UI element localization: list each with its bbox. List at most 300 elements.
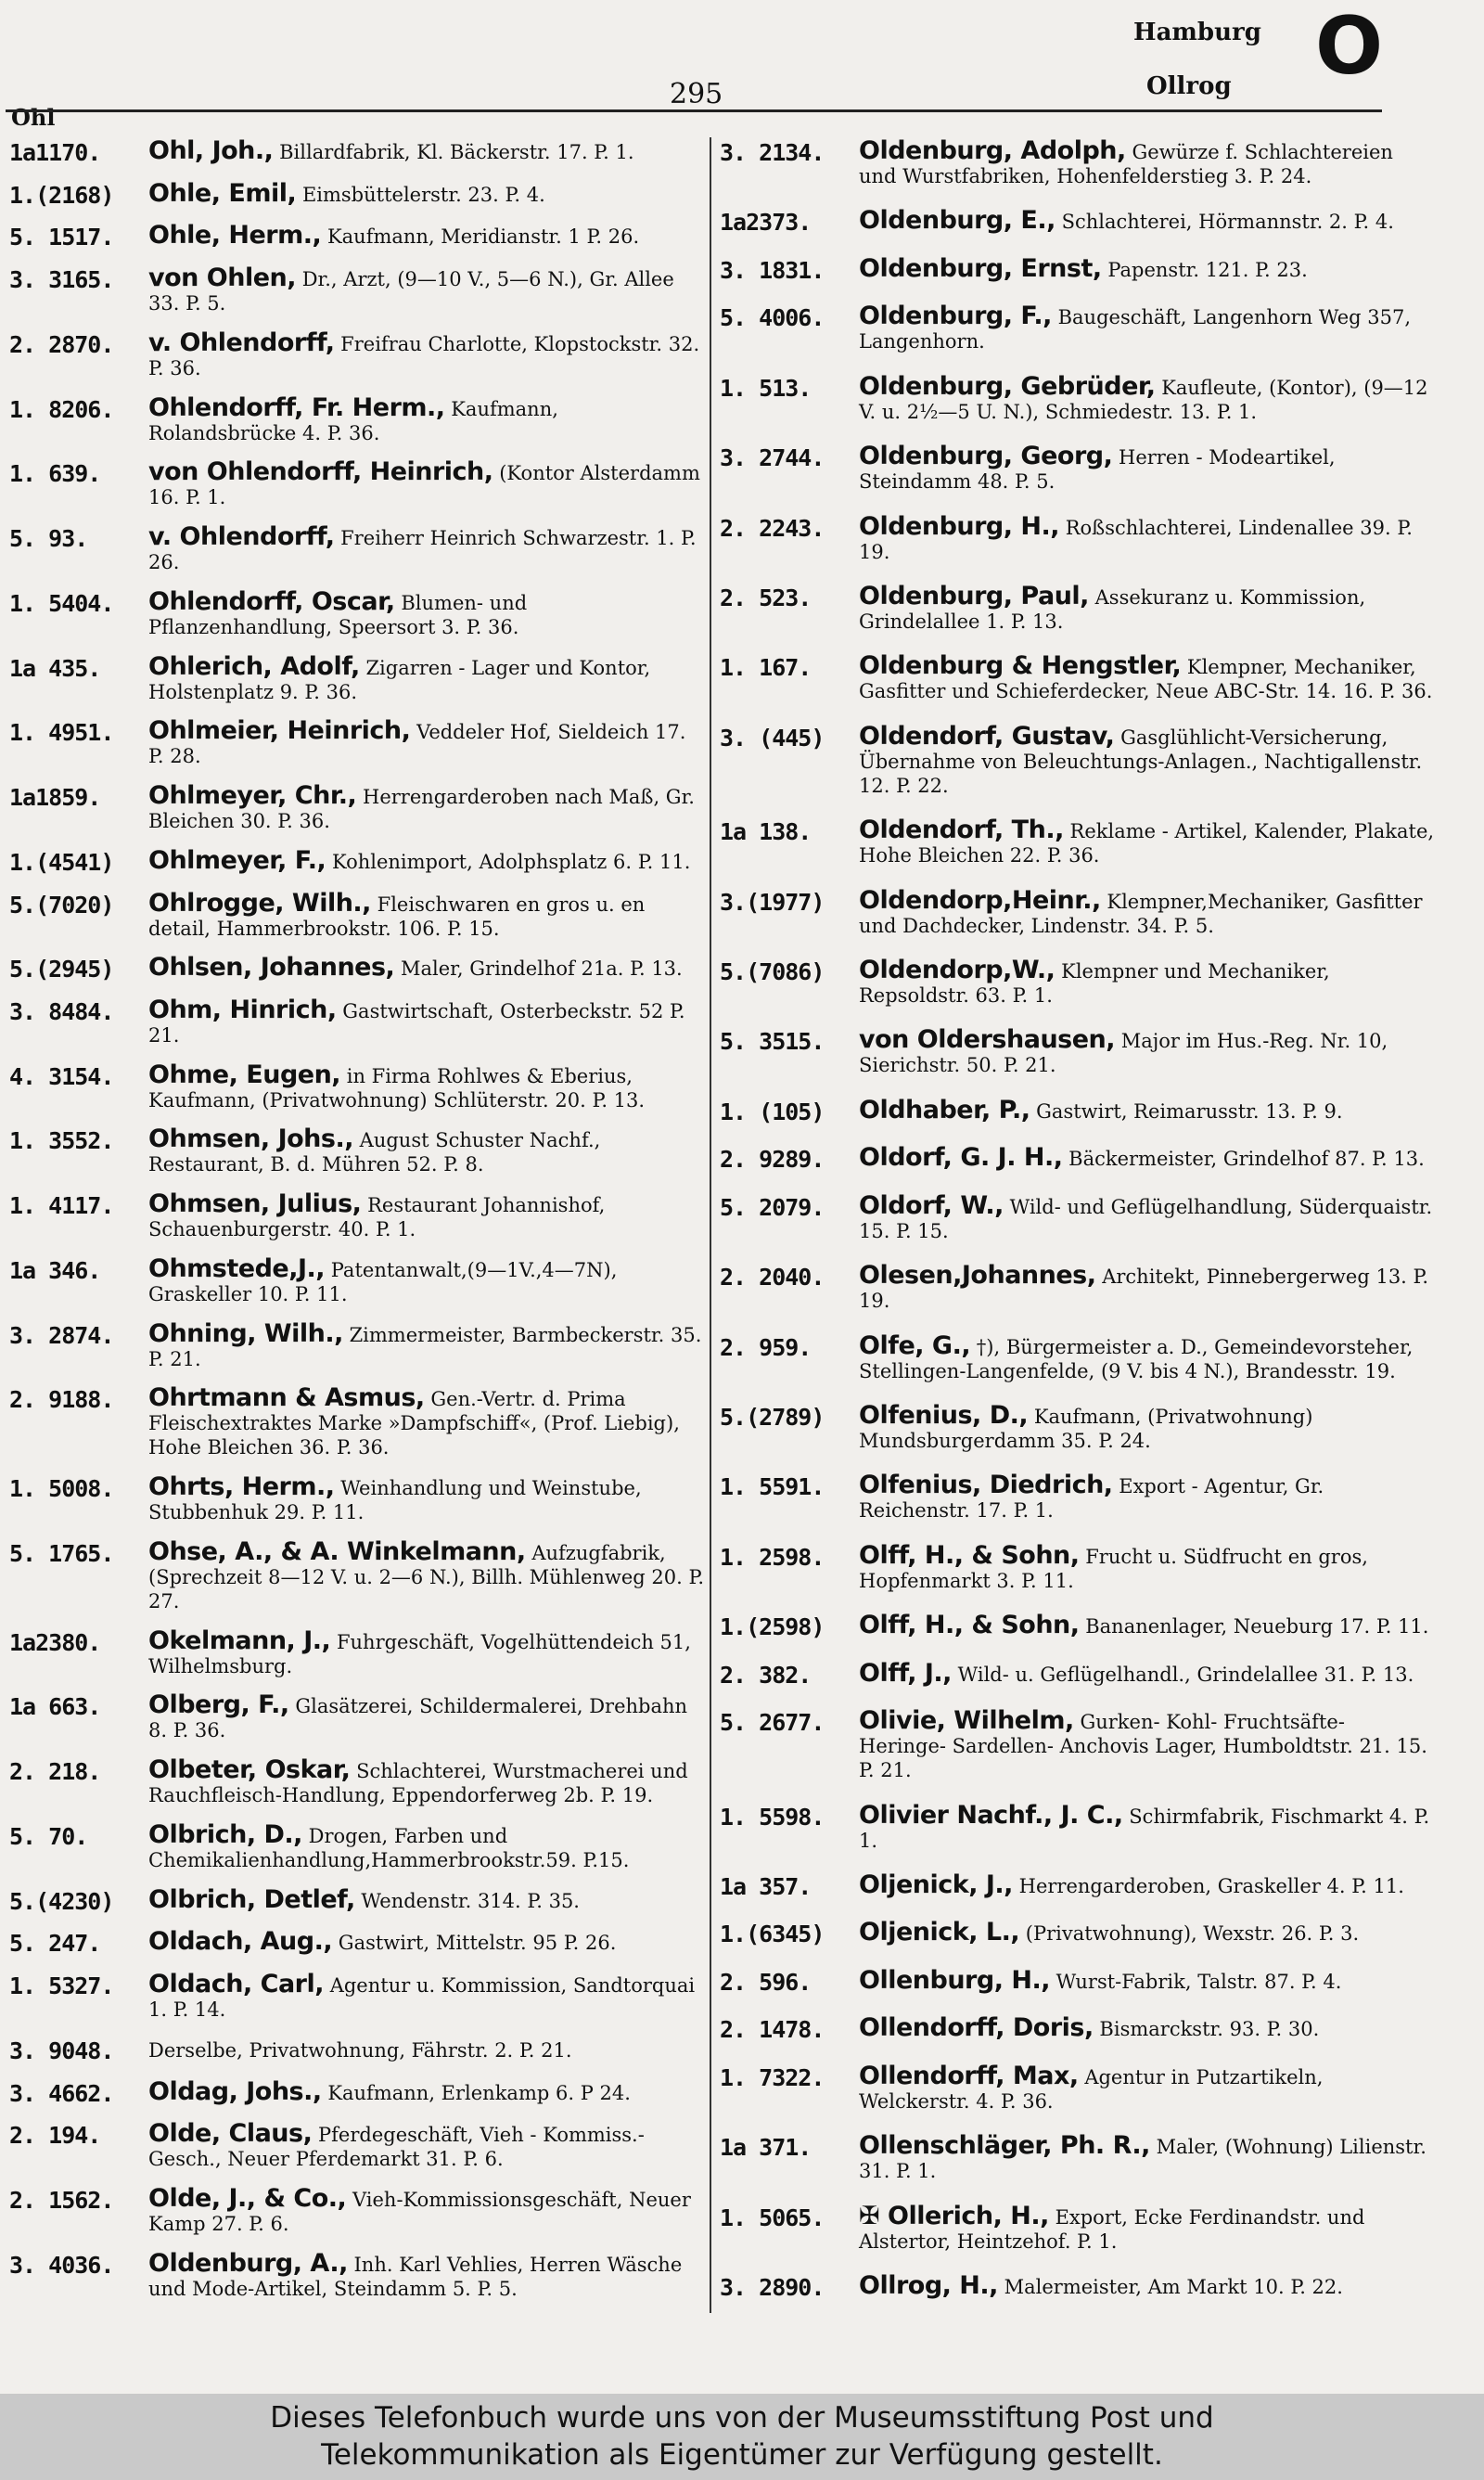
entry-details: Drogen, Farben und Chemikalienhandlung,Hammerbrookstr.59. P.15. (148, 1824, 630, 1871)
directory-entry (720, 651, 1436, 703)
entry-body (859, 721, 1436, 798)
subscriber-name: v. Ohlendorff, (148, 328, 335, 357)
entry-details: Reklame - Artikel, Kalender, Plakate, Hohe Bleichen 22. P. 36. (859, 820, 1435, 867)
directory-entry (720, 1025, 1436, 1077)
running-head-range: Ollrog (1146, 72, 1232, 100)
subscriber-name: Ohm, Hinrich, (148, 996, 337, 1025)
phone-number: 5. 247. (9, 1930, 101, 1958)
subscriber-name: Olfe, G., (859, 1330, 971, 1360)
directory-entry (720, 2061, 1436, 2114)
directory-entry (720, 1965, 1436, 1996)
phone-number: 1. (105) (720, 1098, 825, 1125)
entry-details: Zigarren - Lager und Kontor, Holstenplatz 9. P. 36. (148, 656, 651, 703)
directory-entry (9, 1472, 705, 1524)
entry-details: Schlachterei, Hörmannstr. 2. P. 4. (1061, 211, 1394, 234)
subscriber-name: Oldenburg, Georg, (859, 442, 1113, 471)
subscriber-name: Oldendorp,Heinr., (859, 885, 1101, 915)
subscriber-name: Oldenburg, H., (859, 511, 1060, 541)
entry-body (148, 1755, 705, 1807)
directory-entry (720, 1330, 1436, 1383)
directory-entry (9, 716, 705, 768)
entry-details: Inh. Karl Vehlies, Herren Wäsche und Mode-Artikel, Steindamm 5. P. 5. (148, 2253, 683, 2300)
entry-body (148, 1927, 705, 1957)
subscriber-name: Ohning, Wilh., (148, 1318, 343, 1348)
entry-details: Architekt, Pinnebergerweg 13. P. 19. (859, 1266, 1429, 1313)
entry-body (859, 651, 1436, 703)
phone-number: 5.(7020) (9, 891, 114, 919)
directory-entry (9, 888, 705, 941)
phone-number: 1. 5008. (9, 1475, 114, 1503)
phone-number: 2. 382. (720, 1661, 812, 1689)
entry-details: Schirmfabrik, Fischmarkt 4. P. 1. (859, 1805, 1430, 1852)
phone-number: 4. 3154. (9, 1062, 114, 1090)
phone-number: 2. 1562. (9, 2186, 114, 2214)
directory-entry (720, 2131, 1436, 2183)
subscriber-name: Oldenburg, E., (859, 206, 1055, 236)
directory-entry (9, 1318, 705, 1371)
subscriber-name: Oldenburg, Gebrüder, (859, 371, 1156, 401)
entry-body (859, 1918, 1436, 1947)
phone-number: 3. 9048. (9, 2037, 114, 2064)
phone-number: 3. 2890. (720, 2273, 825, 2301)
entry-details: August Schuster Nachf., Restaurant, B. d. Mühren 52. P. 8. (148, 1129, 601, 1176)
entry-body (859, 1800, 1436, 1853)
directory-entry (9, 1755, 705, 1807)
subscriber-name: Oldenburg, Ernst, (859, 253, 1102, 283)
subscriber-name: Oldach, Aug., (148, 1927, 333, 1957)
entry-details: Gurken- Kohl- Fruchtsäfte- Heringe- Sardellen- Anchovis Lager, Humboldtstr. 21. 15. P. 21. (859, 1711, 1427, 1782)
entry-details: Export, Ecke Ferdinandstr. und Alstertor, Heintzehof. P. 1. (859, 2205, 1365, 2253)
footer-line-1: Dieses Telefonbuch wurde uns von der Museumsstiftung Post und (270, 2401, 1214, 2435)
phone-number: 1. 3552. (9, 1127, 114, 1155)
phone-number: 1a 371. (720, 2134, 812, 2162)
directory-entry (720, 2270, 1436, 2301)
subscriber-name: Oldenburg, Paul, (859, 581, 1089, 610)
phone-number: 1. 5598. (720, 1803, 825, 1831)
subscriber-name: Olde, Claus, (148, 2119, 313, 2149)
directory-entry (720, 581, 1436, 634)
phone-number: 2. 218. (9, 1758, 101, 1786)
phone-number: 1a1859. (9, 784, 101, 812)
directory-entry (720, 1261, 1436, 1313)
directory-entry (720, 1190, 1436, 1243)
subscriber-name: Ohlendorff, Oscar, (148, 586, 395, 616)
subscriber-name: Ohl, Joh., (148, 136, 274, 165)
entry-details: Gasglühlicht-Versicherung, Übernahme von Beleuchtungs-Anlagen., Nachtigallenstr. 12. P. 22. (859, 726, 1423, 797)
subscriber-name: Ohle, Herm., (148, 221, 322, 251)
subscriber-name: Oldach, Carl, (148, 1970, 324, 1999)
entry-details: Bäckermeister, Grindelhof 87. P. 13. (1068, 1148, 1425, 1171)
entry-details: Kaufmann, Meridianstr. 1 P. 26. (326, 225, 640, 249)
subscriber-name: Olfenius, Diedrich, (859, 1471, 1113, 1500)
entry-details: Gastwirt, Reimarusstr. 13. P. 9. (1036, 1099, 1343, 1123)
entry-details: Roßschlachterei, Lindenallee 39. P. 19. (859, 516, 1413, 563)
directory-entry (9, 457, 705, 509)
subscriber-name: Oldenburg, Adolph, (859, 136, 1126, 165)
phone-number: 2. 2040. (720, 1264, 825, 1291)
phone-number: 5.(7086) (720, 958, 825, 986)
phone-number: 3. 4036. (9, 2251, 114, 2279)
entry-body (859, 2061, 1436, 2114)
directory-entry (720, 253, 1436, 284)
subscriber-name: von Oldershausen, (859, 1025, 1116, 1055)
phone-number: 5. 93. (9, 525, 88, 553)
phone-number: 5. 2677. (720, 1709, 825, 1737)
subscriber-name: von Ohlendorff, Heinrich, (148, 457, 493, 487)
directory-entry (9, 136, 705, 166)
entry-details: Fleischwaren en gros u. en detail, Hammerbrookstr. 106. P. 15. (148, 893, 646, 940)
directory-entry (9, 1819, 705, 1872)
phone-number: 2. 9188. (9, 1386, 114, 1414)
phone-number: 2. 194. (9, 2122, 101, 2150)
entry-body (148, 998, 705, 1047)
subscriber-name: Ohrts, Herm., (148, 1472, 335, 1502)
phone-number: 2. 2243. (720, 514, 825, 542)
subscriber-name: Oldendorf, Th., (859, 816, 1064, 845)
entry-body (148, 178, 705, 208)
subscriber-name: Ohrtmann & Asmus, (148, 1383, 425, 1413)
directory-entry (9, 328, 705, 380)
entry-body (859, 253, 1436, 283)
entry-details: Restaurant Johannishof, Schauenburgerstr. 40. P. 1. (148, 1194, 606, 1241)
entry-details: Wurst-Fabrik, Talstr. 87. P. 4. (1055, 1970, 1342, 1993)
subscriber-name: Oljenick, L., (859, 1918, 1020, 1947)
directory-entry (9, 1536, 705, 1613)
phone-number: 3. 1831. (720, 256, 825, 284)
entry-details: Wendenstr. 314. P. 35. (361, 1889, 580, 1912)
subscriber-name: Oldorf, W., (859, 1190, 1004, 1220)
directory-entry (720, 1658, 1436, 1689)
phone-number: 5. 4006. (720, 304, 825, 332)
entry-body (859, 136, 1436, 188)
entry-body (859, 1401, 1436, 1453)
directory-entry (9, 1189, 705, 1241)
directory-entry (720, 721, 1436, 798)
phone-number: 1a 663. (9, 1693, 101, 1721)
footer-notice (0, 2394, 1484, 2480)
entry-details: in Firma Rohlwes & Eberius, Kaufmann, (Privatwohnung) Schlüterstr. 20. P. 13. (148, 1064, 646, 1112)
entry-body (148, 2183, 705, 2236)
phone-number: 3. (445) (720, 724, 825, 752)
subscriber-name: Ohlrogge, Wilh., (148, 888, 371, 918)
entry-details: Export - Agentur, Gr. Reichenstr. 17. P. 1. (859, 1475, 1324, 1523)
entry-body (859, 206, 1436, 236)
entry-body (859, 818, 1436, 867)
phone-number: 1. 8206. (9, 395, 114, 423)
subscriber-name: Oljenick, J., (859, 1870, 1013, 1899)
phone-number: 2. 959. (720, 1333, 812, 1361)
subscriber-name: Olberg, F., (148, 1690, 289, 1720)
phone-number: 3. 8484. (9, 998, 114, 1026)
entry-details: Agentur in Putzartikeln, Welckerstr. 4. P. 36. (859, 2065, 1324, 2113)
entry-details: Klempner, Mechaniker, Gasfitter und Schieferdecker, Neue ABC-Str. 14. 16. P. 36. (859, 656, 1433, 703)
entry-body (148, 586, 705, 639)
entry-body (859, 1540, 1436, 1593)
phone-number: 3. 2874. (9, 1321, 114, 1349)
phone-number: 1a 357. (720, 1872, 812, 1900)
directory-entry (720, 1706, 1436, 1782)
header-rule (6, 109, 1382, 112)
entry-body (148, 781, 705, 833)
directory-entry (9, 1690, 705, 1742)
directory-entry (9, 178, 705, 209)
entry-body (148, 1318, 705, 1371)
phone-number: 1. 4117. (9, 1192, 114, 1220)
running-head-left: Ohl (11, 104, 56, 131)
entry-details: Gewürze f. Schlachtereien und Wurstfabriken, Hohenfelderstieg 3. P. 24. (859, 141, 1393, 187)
entry-body (148, 392, 705, 445)
subscriber-name: Ollrog, H., (859, 2270, 998, 2300)
subscriber-name: Olde, J., & Co., (148, 2183, 347, 2213)
directory-entry (9, 1972, 705, 2022)
entry-body (148, 328, 705, 380)
phone-number: 1. 5327. (9, 1972, 114, 2000)
directory-entry (720, 511, 1436, 564)
entry-body (148, 136, 705, 165)
subscriber-name: Olbrich, Detlef, (148, 1884, 355, 1914)
phone-number: 1.(4541) (9, 848, 114, 876)
phone-number: 1. 5065. (720, 2204, 825, 2231)
entry-body (148, 1625, 705, 1678)
subscriber-name: Ohmstede,J., (148, 1253, 326, 1283)
directory-entry (9, 2119, 705, 2171)
entry-body (859, 2131, 1436, 2183)
subscriber-name: Oldhaber, P., (859, 1095, 1030, 1124)
directory-entry (720, 304, 1436, 353)
phone-number: 3. 2134. (720, 139, 825, 166)
phone-number: 1a 138. (720, 818, 812, 846)
phone-number: 2. 1478. (720, 2016, 825, 2044)
entry-body (148, 1972, 705, 2022)
entry-details: Veddeler Hof, Sieldeich 17. P. 28. (148, 721, 686, 768)
entry-details: Kohlenimport, Adolphsplatz 6. P. 11. (331, 850, 691, 873)
page-number: 295 (670, 78, 723, 110)
entry-details: (Kontor Alsterdamm 16. P. 1. (148, 462, 700, 509)
directory-entry (720, 1143, 1436, 1174)
directory-entry (720, 958, 1436, 1008)
subscriber-name: Ollendorff, Doris, (859, 2013, 1094, 2043)
entry-details: Derselbe, Privatwohnung, Fährstr. 2. P. 21. (148, 2038, 572, 2062)
entry-details: Herrengarderoben nach Maß, Gr. Bleichen 30. P. 36. (148, 786, 695, 833)
directory-entry (720, 444, 1436, 494)
entry-body (859, 1613, 1436, 1638)
entry-details: Kaufmann, Erlenkamp 6. P 24. (327, 2081, 631, 2104)
directory-entry (9, 1625, 705, 1678)
subscriber-name: Oldenburg, F., (859, 302, 1052, 331)
entry-body (859, 1025, 1436, 1077)
directory-entry (9, 781, 705, 833)
entry-body (148, 2248, 705, 2301)
directory-entry (9, 845, 705, 876)
subscriber-name: Olbeter, Oskar, (148, 1755, 351, 1785)
entry-details: Aufzugfabrik, (Sprechzeit 8—12 V. u. 2—6 N.), Billh. Mühlenweg 20. P. 27. (148, 1541, 705, 1613)
subscriber-name: Ollendorff, Max, (859, 2061, 1079, 2090)
entry-details: Patentanwalt,(9—1V.,4—7N), Graskeller 10. P. 11. (148, 1258, 618, 1305)
entry-details: Billardfabrik, Kl. Bäckerstr. 17. P. 1. (279, 141, 634, 163)
subscriber-name: Ohle, Emil, (148, 178, 297, 208)
column-divider (710, 137, 711, 2313)
entry-body (859, 1190, 1436, 1243)
entry-details: Wild- u. Geflügelhandl., Grindelallee 31. P. 13. (957, 1663, 1414, 1686)
phone-number: 1. 513. (720, 374, 812, 402)
entry-details: Agentur u. Kommission, Sandtorquai 1. P. 14. (148, 1974, 696, 2022)
entry-details: Schlachterei, Wurstmacherei und Rauchfleisch-Handlung, Eppendorferweg 2b. P. 19. (148, 1760, 688, 1807)
directory-entry (9, 586, 705, 639)
directory-entry (720, 371, 1436, 424)
entry-details: Eimsbüttelerstr. 23. P. 4. (301, 183, 545, 206)
phone-number: 1. 5404. (9, 589, 114, 617)
entry-body (859, 444, 1436, 494)
phone-number: 1a2380. (9, 1628, 101, 1656)
phone-number: 5. 2079. (720, 1193, 825, 1221)
subscriber-name: Ohlmeyer, F., (148, 845, 326, 875)
entry-details: Weinhandlung und Weinstube, Stubbenhuk 29. P. 11. (148, 1477, 642, 1524)
directory-entry (720, 1401, 1436, 1453)
entry-body (148, 651, 705, 704)
directory-entry (720, 1613, 1436, 1640)
entry-details: Bananenlager, Neueburg 17. P. 11. (1085, 1615, 1429, 1638)
subscriber-name: Oldendorp,W., (859, 956, 1055, 985)
subscriber-name: Olfenius, D., (859, 1401, 1029, 1431)
subscriber-name: Ohme, Eugen, (148, 1060, 341, 1089)
entry-body (148, 2119, 705, 2171)
entry-body (859, 1965, 1436, 1995)
directory-entry (9, 522, 705, 574)
entry-details: Maler, Grindelhof 21a. P. 13. (401, 957, 683, 981)
entry-body (148, 1690, 705, 1742)
phone-number: 5. 1517. (9, 224, 114, 251)
entry-body (859, 885, 1436, 938)
entry-details: Kaufmann, (Privatwohnung) Mundsburgerdamm 35. P. 24. (859, 1406, 1313, 1453)
entry-details: Maler, (Wohnung) Lilienstr. 31. P. 1. (859, 2136, 1426, 2183)
subscriber-name: Olff, J., (859, 1658, 952, 1688)
phone-number: 3. 2744. (720, 444, 825, 472)
phone-number: 1a2373. (720, 209, 812, 237)
subscriber-name: Ohlsen, Johannes, (148, 953, 395, 983)
phone-number: 2. 9289. (720, 1146, 825, 1174)
entry-details: Wild- und Geflügelhandlung, Süderquaistr. 15. P. 15. (859, 1195, 1433, 1242)
phone-number: 5.(2789) (720, 1404, 825, 1432)
directory-entry (720, 1870, 1436, 1900)
entry-details: Fuhrgeschäft, Vogelhüttendeich 51, Wilhelmsburg. (148, 1630, 691, 1677)
subscriber-name: Oldorf, G. J. H., (859, 1143, 1063, 1173)
subscriber-name: Olbrich, D., (148, 1819, 302, 1849)
directory-entry (9, 392, 705, 445)
entry-body (148, 1884, 705, 1914)
phone-number: 2. 2870. (9, 330, 114, 358)
subscriber-name: Ohlmeyer, Chr., (148, 781, 357, 811)
phone-number: 5. 70. (9, 1822, 88, 1850)
right-column (720, 136, 1436, 2301)
phone-number: 5. 1765. (9, 1539, 114, 1567)
phone-number: 5.(4230) (9, 1887, 114, 1915)
directory-entry (9, 2037, 705, 2064)
entry-body (148, 845, 705, 875)
phone-number: 1. 2598. (720, 1543, 825, 1571)
subscriber-name: Ohse, A., & A. Winkelmann, (148, 1536, 526, 1566)
entry-body (859, 1870, 1436, 1899)
directory-entry (720, 1540, 1436, 1593)
entry-details: Klempner und Mechaniker, Repsoldstr. 63. P. 1. (859, 960, 1330, 1008)
entry-details: Papenstr. 121. P. 23. (1107, 258, 1308, 281)
entry-details: Herrengarderoben, Graskeller 4. P. 11. (1018, 1874, 1404, 1897)
entry-details: Blumen- und Pflanzenhandlung, Speersort 3. P. 36. (148, 591, 528, 638)
subscriber-name: Olesen,Johannes, (859, 1261, 1096, 1291)
entry-details: Freiherr Heinrich Schwarzestr. 1. P. 26. (148, 527, 697, 574)
entry-body (859, 1330, 1436, 1383)
entry-details: Pferdegeschäft, Vieh - Kommiss.-Gesch., Neuer Pferdemarkt 31. P. 6. (148, 2124, 645, 2171)
directory-entry (720, 1800, 1436, 1853)
entry-body (859, 304, 1436, 353)
subscriber-name: Ohmsen, Julius, (148, 1189, 362, 1219)
subscriber-name: v. Ohlendorff, (148, 522, 335, 552)
entry-details: Frucht u. Südfrucht en gros, Hopfenmarkt 3. P. 11. (859, 1545, 1368, 1592)
directory-entry (9, 263, 705, 315)
entry-details: Gastwirt, Mittelstr. 95 P. 26. (338, 1932, 617, 1955)
entry-body (148, 263, 705, 315)
entry-body (148, 1819, 705, 1872)
entry-body (859, 2270, 1436, 2300)
phone-number: 2. 523. (720, 584, 812, 611)
entry-details: Bismarckstr. 93. P. 30. (1099, 2018, 1320, 2041)
subscriber-name: Olff, H., & Sohn, (859, 1540, 1080, 1570)
entry-body (859, 371, 1436, 424)
entry-details: Assekuranz u. Kommission, Grindelallee 1. P. 13. (859, 585, 1366, 633)
directory-entry (720, 1095, 1436, 1125)
entry-details: Kaufleute, (Kontor), (9—12 V. u. 2½—5 U. N.), Schmiedestr. 13. P. 1. (859, 376, 1428, 423)
directory-entry (720, 136, 1436, 188)
entry-details: Dr., Arzt, (9—10 V., 5—6 N.), Gr. Allee 33. P. 5. (148, 268, 674, 315)
subscriber-name: Oldag, Johs., (148, 2076, 322, 2106)
entry-body (148, 522, 705, 574)
phone-number: 1.(6345) (720, 1921, 825, 1948)
entry-details: Klempner,Mechaniker, Gasfitter und Dachdecker, Lindenstr. 34. P. 5. (859, 890, 1423, 937)
directory-entry (9, 2076, 705, 2107)
directory-entry (9, 2248, 705, 2301)
entry-details: Gastwirtschaft, Osterbeckstr. 52 P. 21. (148, 1000, 685, 1047)
phone-number: 1. 639. (9, 460, 101, 488)
directory-entry (9, 1383, 705, 1459)
phone-number: 2. 596. (720, 1968, 812, 1996)
subscriber-name: Okelmann, J., (148, 1625, 331, 1655)
directory-entry (9, 2183, 705, 2236)
entry-body (859, 581, 1436, 634)
subscriber-name: Ohmsen, Johs., (148, 1124, 353, 1154)
subscriber-name: Ollenschläger, Ph. R., (859, 2131, 1150, 2161)
subscriber-name: Olff, H., & Sohn, (859, 1611, 1080, 1640)
entry-body (148, 1536, 705, 1613)
entry-body (148, 221, 705, 251)
entry-body (859, 511, 1436, 564)
entry-body (859, 1261, 1436, 1313)
entry-body (148, 2037, 705, 2062)
subscriber-name: Olivier Nachf., J. C., (859, 1800, 1123, 1830)
entry-details: Major im Hus.-Reg. Nr. 10, Sierichstr. 50. P. 21. (859, 1030, 1388, 1077)
entry-details: Kaufmann, Rolandsbrücke 4. P. 36. (148, 397, 558, 444)
entry-body (148, 1189, 705, 1241)
entry-details: Freifrau Charlotte, Klopstockstr. 32. P. 36. (148, 332, 700, 379)
entry-body (148, 1124, 705, 1176)
entry-body (859, 1473, 1436, 1523)
directory-entry (9, 1124, 705, 1176)
subscriber-name: ✠ Ollerich, H., (859, 2201, 1049, 2230)
phone-number: 1a 435. (9, 654, 101, 682)
entry-body (148, 2076, 705, 2106)
phone-number: 3. 4662. (9, 2079, 114, 2107)
running-head-city: Hamburg (1133, 19, 1261, 46)
entry-details: Vieh-Kommissionsgeschäft, Neuer Kamp 27. P. 6. (148, 2188, 691, 2235)
phone-number: 1a 346. (9, 1256, 101, 1284)
